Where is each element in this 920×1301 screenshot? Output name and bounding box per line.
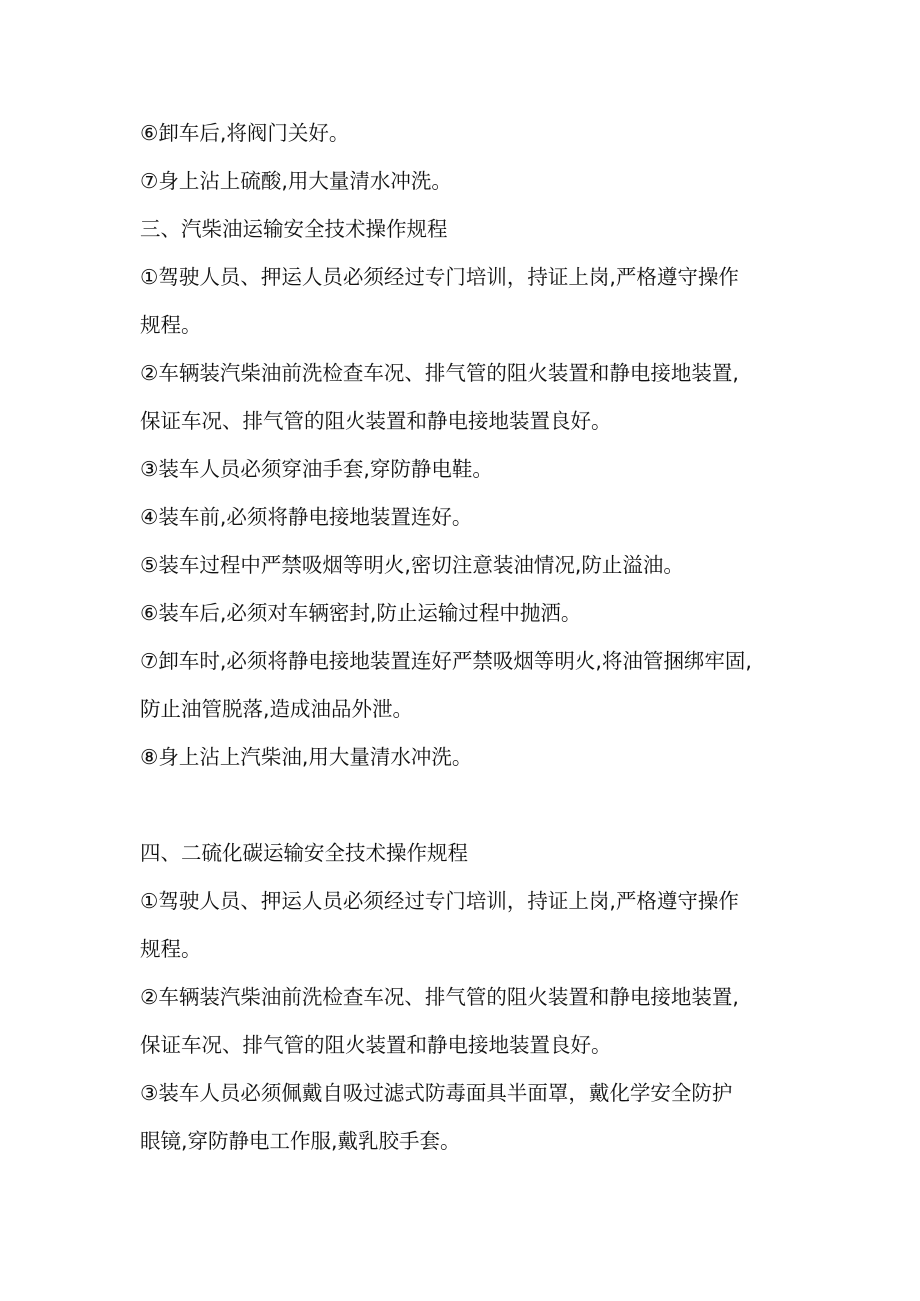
paragraph-line: ③装车人员必须佩戴自吸过滤式防毒面具半面罩，戴化学安全防护 <box>140 1081 733 1105</box>
paragraph-line: ⑧身上沾上汽柴油,用大量清水冲洗。 <box>140 745 473 769</box>
paragraph-line: ②车辆装汽柴油前洗检查车况、排气管的阻火装置和静电接地装置, <box>140 361 739 385</box>
paragraph-line: ⑤装车过程中严禁吸烟等明火,密切注意装油情况,防止溢油。 <box>140 553 684 577</box>
paragraph-line: ③装车人员必须穿油手套,穿防静电鞋。 <box>140 457 493 481</box>
paragraph-line: ⑥卸车后,将阀门关好。 <box>140 121 350 145</box>
paragraph-line: 眼镜,穿防静电工作服,戴乳胶手套。 <box>140 1129 461 1153</box>
paragraph-line: ④装车前,必须将静电接地装置连好。 <box>140 505 473 529</box>
paragraph-line: ①驾驶人员、押运人员必须经过专门培训，持证上岗,严格遵守操作 <box>140 889 739 913</box>
paragraph-line: 规程。 <box>140 313 202 337</box>
section-heading: 四、二硫化碳运输安全技术操作规程 <box>140 841 468 865</box>
paragraph-line: 保证车况、排气管的阻火装置和静电接地装置良好。 <box>140 1033 612 1057</box>
paragraph-line: ⑦身上沾上硫酸,用大量清水冲洗。 <box>140 169 452 193</box>
paragraph-line: ⑦卸车时,必须将静电接地装置连好严禁吸烟等明火,将油管捆绑牢固, <box>140 649 752 673</box>
paragraph-line: 防止油管脱落,造成油品外泄。 <box>140 697 414 721</box>
section-heading: 三、汽柴油运输安全技术操作规程 <box>140 217 448 241</box>
paragraph-line: 规程。 <box>140 937 202 961</box>
paragraph-line: ②车辆装汽柴油前洗检查车况、排气管的阻火装置和静电接地装置, <box>140 985 739 1009</box>
section-spacer <box>140 781 790 829</box>
paragraph-line: ①驾驶人员、押运人员必须经过专门培训，持证上岗,严格遵守操作 <box>140 265 739 289</box>
document-body <box>140 109 790 1165</box>
paragraph-line: 保证车况、排气管的阻火装置和静电接地装置良好。 <box>140 409 612 433</box>
paragraph-line: ⑥装车后,必须对车辆密封,防止运输过程中抛洒。 <box>140 601 582 625</box>
